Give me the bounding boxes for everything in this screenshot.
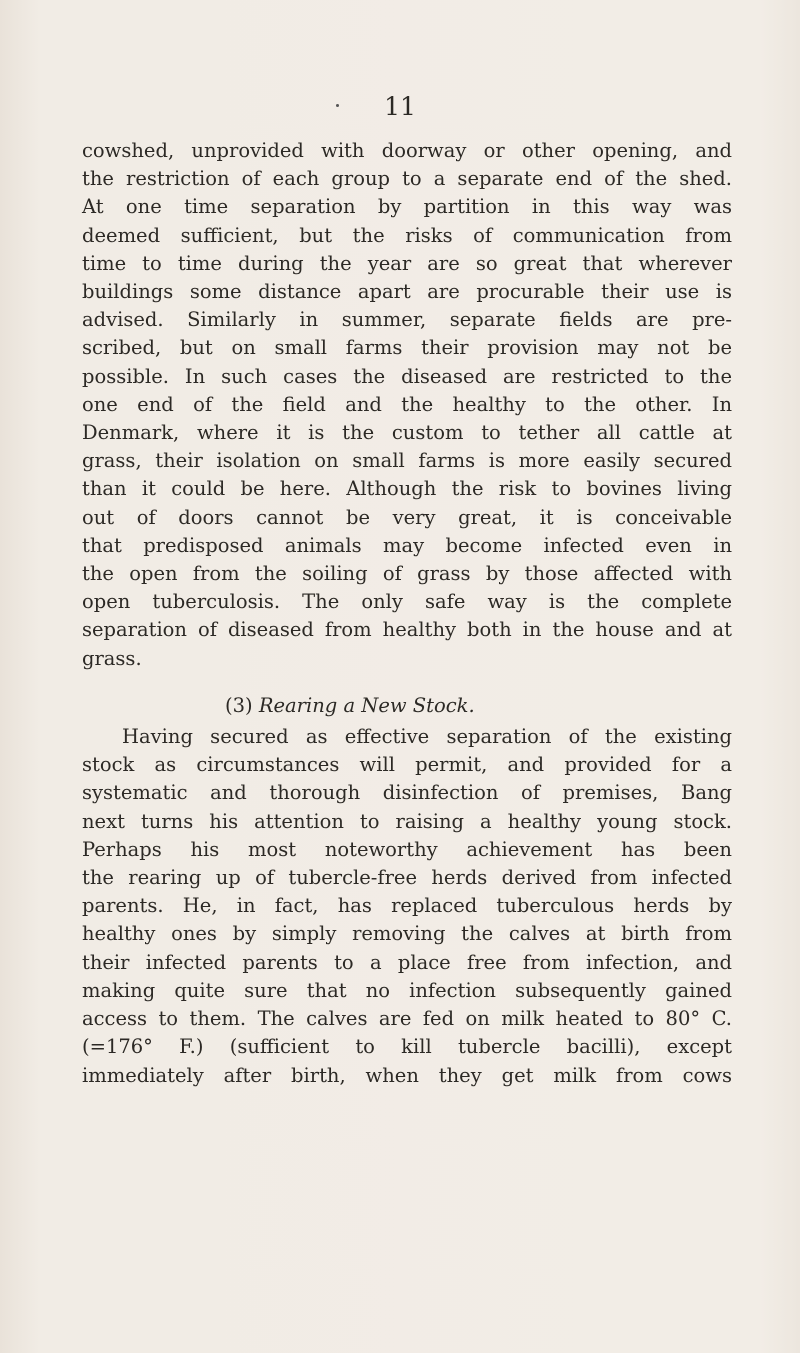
text-line: one end of the field and the healthy to the other. In	[82, 392, 732, 416]
text-line: the restriction of each group to a separate end of the shed.	[82, 167, 732, 191]
body-text	[82, 137, 732, 1090]
text-line: than it could be here. Although the risk to bovines living	[82, 477, 732, 501]
section-number: (3)	[225, 693, 253, 717]
section-heading	[82, 692, 732, 720]
text-line: deemed sufficient, but the risks of communication from	[82, 223, 732, 247]
text-line: grass, their isolation on small farms is more easily secured	[82, 449, 732, 473]
section-title: Rearing a New Stock.	[258, 693, 475, 717]
text-line: advised. Similarly in summer, separate fields are pre-	[82, 308, 732, 332]
page-number: 11	[384, 92, 416, 121]
text-line: buildings some distance apart are procurable their use is	[82, 280, 732, 304]
text-line: At one time separation by partition in this way was	[82, 195, 732, 219]
ink-speck	[336, 104, 339, 107]
paragraph-2	[82, 723, 732, 1090]
text-line: parents. He, in fact, has replaced tuberculous herds by	[82, 894, 732, 918]
text-line: grass.	[82, 646, 142, 670]
text-line: the open from the soiling of grass by those affected with	[82, 562, 732, 586]
text-line: possible. In such cases the diseased are restricted to the	[82, 364, 732, 388]
text-line: separation of diseased from healthy both in the house and at	[82, 618, 732, 642]
text-line: stock as circumstances will permit, and provided for a	[82, 753, 732, 777]
text-line: healthy ones by simply removing the calves at birth from	[82, 922, 732, 946]
text-line: Perhaps his most noteworthy achievement has been	[82, 837, 732, 861]
text-line: scribed, but on small farms their provision may not be	[82, 336, 732, 360]
text-line: Having secured as effective separation of the existing	[122, 725, 732, 749]
text-line: access to them. The calves are fed on milk heated to 80° C.	[82, 1007, 732, 1031]
text-line: making quite sure that no infection subsequently gained	[82, 978, 732, 1002]
text-line: (=176° F.) (sufficient to kill tubercle bacilli), except	[82, 1035, 732, 1059]
text-line: systematic and thorough disinfection of premises, Bang	[82, 781, 732, 805]
paragraph-1	[82, 137, 732, 673]
text-line: immediately after birth, when they get milk from cows	[82, 1063, 732, 1087]
text-line: cowshed, unprovided with doorway or other opening, and	[82, 139, 732, 162]
text-line: that predisposed animals may become infected even in	[82, 533, 732, 557]
text-line: Denmark, where it is the custom to tether all cattle at	[82, 421, 732, 445]
text-line: next turns his attention to raising a healthy young stock.	[82, 809, 732, 833]
text-line: time to time during the year are so great that wherever	[82, 251, 732, 275]
text-line: open tuberculosis. The only safe way is the complete	[82, 590, 732, 614]
text-line: out of doors cannot be very great, it is conceivable	[82, 505, 732, 529]
text-line: their infected parents to a place free from infection, and	[82, 950, 732, 974]
text-line: the rearing up of tubercle-free herds derived from infected	[82, 866, 732, 890]
